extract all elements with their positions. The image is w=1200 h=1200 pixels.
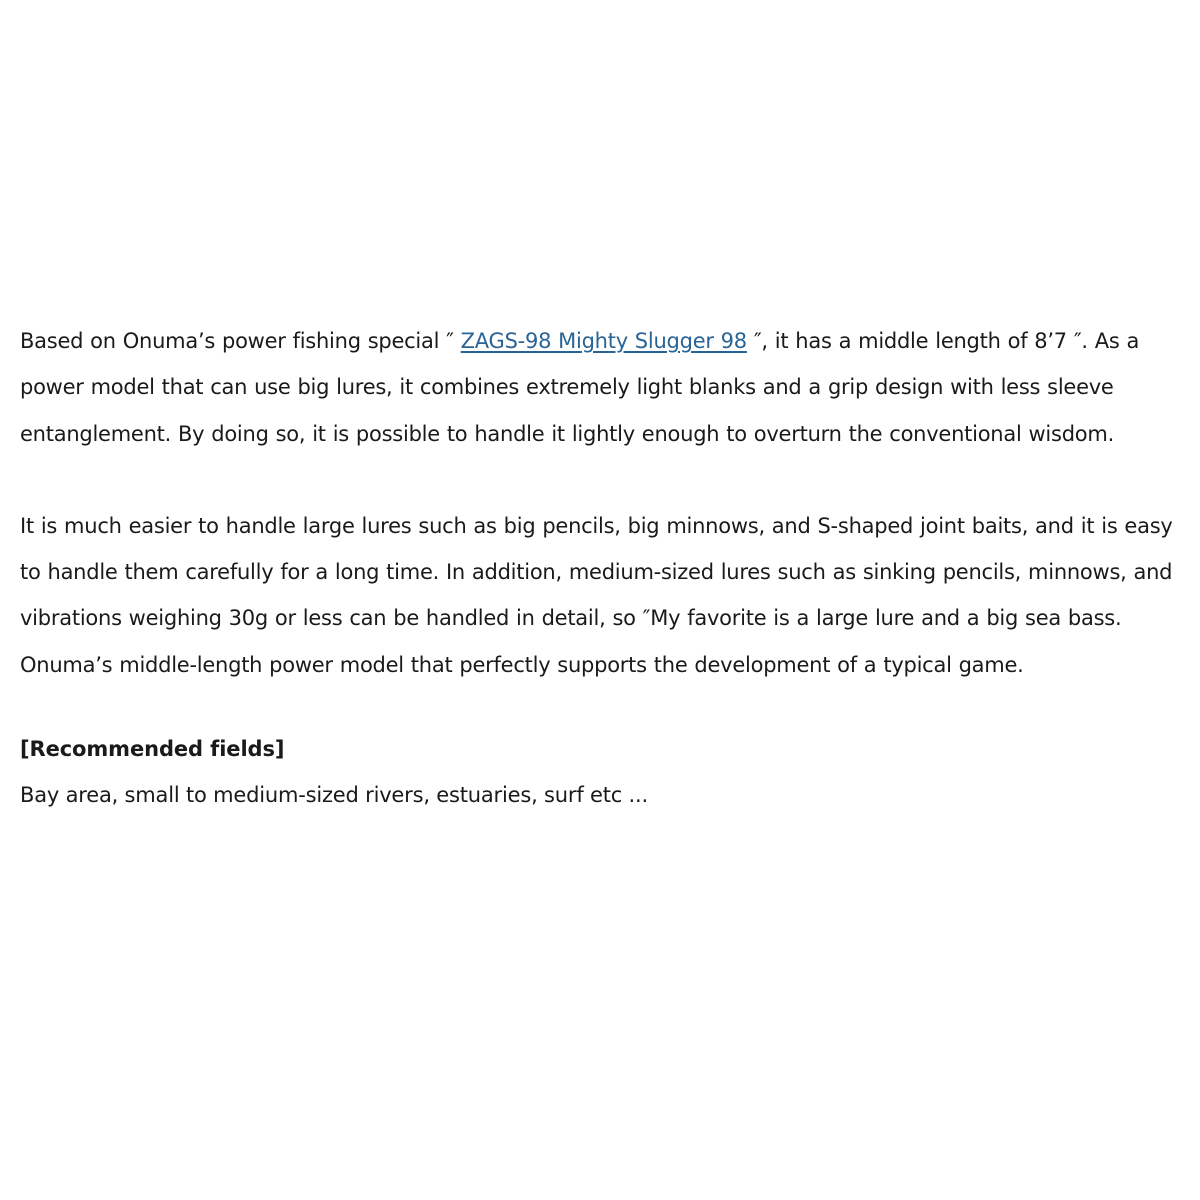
paragraph1-intro-text: Based on Onuma’s power fishing special ″ <box>20 329 461 353</box>
recommended-fields-text: Bay area, small to medium-sized rivers, estuaries, surf etc ... <box>20 783 648 808</box>
product-link-zags-98[interactable]: ZAGS-98 Mighty Slugger 98 <box>460 329 747 353</box>
recommended-fields-heading: [Recommended fields] <box>20 737 285 762</box>
article-body <box>20 318 1192 818</box>
lure-usage-paragraph: It is much easier to handle large lures such as big pencils, big minnows, and S-shaped joint baits, and it is easy to handle them carefully for a long time. In addition, medium-sized lures such as sinking pencils, minnows, and vibrations weighing 30g or less can be handled in detail, so ″My favorite is a large lure and a big sea bass. Onuma’s middle-length power model that perfectly supports the development of a typical game. <box>20 513 1173 677</box>
paragraph1-rest-text: ″, it has a middle length of 8’7 ″. As a power model that can use big lures, it combines extremely light blanks and a grip design with less sleeve entanglement. By doing so, it is possible to handle it lightly enough to overturn the conventional wisdom. <box>20 329 1140 446</box>
product-description-paragraph <box>20 318 1192 457</box>
